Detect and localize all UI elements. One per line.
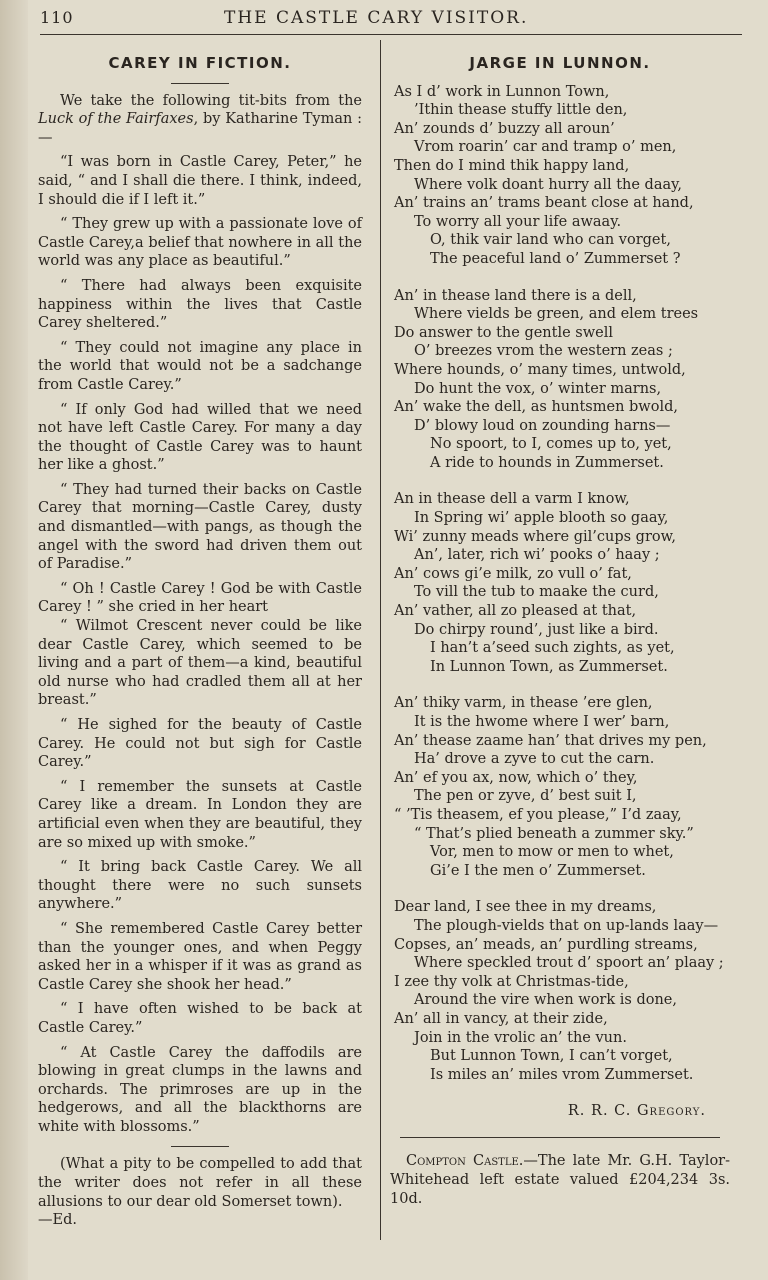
poem-line: Do hunt the vox, o’ winter marns, bbox=[414, 380, 662, 397]
quote-paragraph: “ They could not imagine any place in the world that would not be a sadchange from Castle Carey.” bbox=[38, 339, 362, 393]
poem-line: Join in the vrolic an’ the vun. bbox=[414, 1029, 627, 1046]
poem-line: Do chirpy round’, just like a bird. bbox=[414, 621, 659, 638]
poem-stanza bbox=[390, 898, 730, 1084]
section-rule bbox=[400, 1137, 720, 1138]
poem-line: The pen or zyve, d’ best suit I, bbox=[414, 788, 637, 805]
poem-line: I han’t a’seed such zights, as yet, bbox=[430, 640, 675, 657]
quote-paragraph: “ There had always been exquisite happiness within the lives that Castle Carey sheltered.” bbox=[38, 277, 362, 332]
poem-line: An’ ef you ax, now, which o’ they, bbox=[394, 769, 638, 786]
poem-body bbox=[390, 83, 730, 1085]
poem-line: An’ in thease land there is a dell, bbox=[394, 287, 637, 304]
poem-line: An in thease dell a varm I know, bbox=[394, 491, 630, 508]
book-title: Luck of the Fairfaxes bbox=[38, 111, 194, 128]
quote-paragraph: “ They grew up with a passionate love of Castle Carey,a belief that nowhere in all the world was any place as beautiful.” bbox=[38, 216, 362, 270]
poem-line: D’ blowy loud on zounding harns— bbox=[414, 417, 671, 434]
poem-title: JARGE IN LUNNON. bbox=[469, 54, 651, 72]
intro-text: We take the following tit-bits from the bbox=[60, 92, 362, 109]
poem-line: Do answer to the gentle swell bbox=[394, 324, 614, 341]
poem-line: Then do I mind thik happy land, bbox=[394, 157, 630, 174]
poem-line: The peaceful land o’ Zummerset ? bbox=[430, 250, 681, 267]
poem-line: Ha’ drove a zyve to cut the carn. bbox=[414, 751, 655, 768]
section-rule bbox=[171, 1146, 229, 1147]
news-place: Compton Castle. bbox=[406, 1153, 524, 1170]
poem-line: Vrom roarin’ car and tramp o’ men, bbox=[414, 139, 677, 156]
quote-paragraph: “ At Castle Carey the daffodils are blowing in great clumps in the lawns and orchards. The primroses are up in the hedgerows, and all the blackthorns are white with blossoms.” bbox=[38, 1044, 362, 1135]
poem-line: An’ vather, all zo pleased at that, bbox=[394, 603, 637, 620]
news-text: —The late Mr. G.H. Taylor-Whitehead left estate valued £204,234 3s. 10d. bbox=[390, 1153, 731, 1207]
poem-line: It is the hwome where I wer’ barn, bbox=[414, 714, 670, 730]
poem-line: “ That’s plied beneath a zummer sky.” bbox=[414, 825, 694, 842]
quote-paragraph: “ It bring back Castle Carey. We all thought there were no such sunsets anywhere.” bbox=[38, 859, 362, 913]
quote-paragraph: “ He sighed for the beauty of Castle Carey. He could not but sigh for Castle Carey.” bbox=[38, 717, 362, 771]
running-title: THE CASTLE CARY VISITOR. bbox=[224, 8, 529, 28]
binding-shadow bbox=[0, 0, 28, 1280]
page-number: 110 bbox=[40, 8, 74, 27]
poem-line: In Spring wi’ apple blooth so gaay, bbox=[414, 510, 669, 527]
quote-paragraph: “I was born in Castle Carey, Peter,” he said, “ and I shall die there. I think, indeed, I should die if I left it.” bbox=[38, 154, 362, 208]
poem-line: To vill the tub to maake the curd, bbox=[414, 584, 659, 601]
poem-stanza bbox=[390, 694, 730, 880]
article-intro bbox=[38, 92, 362, 148]
poem-line: Is miles an’ miles vrom Zummerset. bbox=[430, 1066, 694, 1083]
poem-line: An’ wake the dell, as huntsmen bwold, bbox=[394, 399, 678, 416]
intro-author: , by Katharine Tyman :— bbox=[38, 111, 363, 146]
poem-line: Copses, an’ meads, an’ purdling streams, bbox=[394, 936, 698, 953]
editor-note bbox=[38, 1155, 362, 1229]
poem-line: O, thik vair land who can vorget, bbox=[430, 232, 671, 249]
editor-signature: —Ed. bbox=[38, 1212, 77, 1229]
poem-author: R. R. C. Gregory. bbox=[567, 1103, 706, 1120]
poem-line: The plough-vields that on up-lands laay— bbox=[414, 917, 719, 934]
poem-line: As I d’ work in Lunnon Town, bbox=[394, 83, 610, 100]
poem-line: In Lunnon Town, as Zummerset. bbox=[430, 658, 668, 675]
poem-line: “ ’Tis theasem, ef you please,” I’d zaay, bbox=[394, 806, 682, 823]
quote-paragraph: “ She remembered Castle Carey better than the younger ones, and when Peggy asked her in a whisper if it was as grand as Castle Carey she shook her head.” bbox=[38, 920, 362, 993]
poem-line: But Lunnon Town, I can’t vorget, bbox=[430, 1048, 673, 1065]
poem-line: An’ thiky varm, in thease ’ere glen, bbox=[394, 695, 653, 712]
poem-line: O’ breezes vrom the western zeas ; bbox=[414, 343, 673, 360]
editor-note-text: (What a pity to be compelled to add that the writer does not refer in all these allusions to our dear old Somerset town). bbox=[38, 1156, 362, 1210]
poem-line: I zee thy volk at Christmas-tide, bbox=[394, 973, 629, 990]
poem-line: Dear land, I see thee in my dreams, bbox=[394, 899, 657, 916]
article-carey-in-fiction bbox=[38, 54, 362, 1244]
poem-jarge-in-lunnon bbox=[390, 54, 730, 1223]
poem-line: Around the vire when work is done, bbox=[414, 992, 677, 1009]
quote-paragraph: “ They had turned their backs on Castle Carey that morning—Castle Carey, dusty and dismantled—with pangs, as though the angel with the sword had driven them out of Paradise.” bbox=[38, 481, 362, 573]
poem-line: An’ thease zaame han’ that drives my pen, bbox=[394, 732, 707, 749]
quote-paragraph: “ If only God had willed that we need not have left Castle Carey. For many a day the thought of Castle Carey was to haunt her like a ghost.” bbox=[38, 401, 362, 474]
poem-line: No spoort, to I, comes up to, yet, bbox=[430, 436, 672, 453]
poem-line: Where vields be green, and elem trees bbox=[414, 306, 699, 323]
poem-line: A ride to hounds in Zummerset. bbox=[430, 454, 664, 471]
quote-paragraph: “ Wilmot Crescent never could be like dear Castle Carey, which seemed to be living and a part of them—a kind, beautiful old nurse who had cradled them all at her breast.” bbox=[38, 618, 362, 709]
article-title: CAREY IN FICTION. bbox=[108, 54, 292, 72]
poem-line: ’Ithin thease stuffy little den, bbox=[414, 102, 628, 119]
header-rule bbox=[40, 34, 742, 35]
poem-stanza bbox=[390, 490, 730, 676]
quote-paragraph: “ Oh ! Castle Carey ! God be with Castle Carey ! ” she cried in her heart bbox=[38, 580, 362, 616]
poem-stanza bbox=[390, 287, 730, 473]
poem-line: An’, later, rich wi’ pooks o’ haay ; bbox=[414, 547, 660, 564]
poem-line: Wi’ zunny meads where gil’cups grow, bbox=[394, 528, 676, 545]
poem-line: An’ all in vancy, at their zide, bbox=[394, 1010, 608, 1027]
column-divider bbox=[380, 40, 381, 1240]
title-rule bbox=[171, 83, 229, 84]
poem-line: To worry all your life awaay. bbox=[414, 213, 622, 230]
poem-line: Where speckled trout d’ spoort an’ plaay ; bbox=[414, 955, 724, 972]
quote-paragraph: “ I have often wished to be back at Castle Carey.” bbox=[38, 1001, 362, 1036]
poem-line: Where hounds, o’ many times, untwold, bbox=[394, 361, 686, 378]
poem-line: Vor, men to mow or men to whet, bbox=[430, 844, 674, 861]
quote-paragraph: “ I remember the sunsets at Castle Carey like a dream. In London they are artificial even when they are beautiful, they are so mixed up with smoke.” bbox=[38, 778, 362, 851]
poem-stanza bbox=[390, 83, 730, 269]
poem-line: An’ zounds d’ buzzy all aroun’ bbox=[394, 120, 615, 137]
poem-line: An’ cows gi’e milk, zo vull o’ fat, bbox=[394, 565, 632, 582]
poem-line: An’ trains an’ trams beant close at hand, bbox=[394, 195, 694, 212]
page-header bbox=[40, 4, 740, 30]
poem-line: Gi’e I the men o’ Zummerset. bbox=[430, 862, 646, 879]
poem-line: Where volk doant hurry all the daay, bbox=[414, 176, 683, 193]
news-item bbox=[390, 1152, 730, 1208]
